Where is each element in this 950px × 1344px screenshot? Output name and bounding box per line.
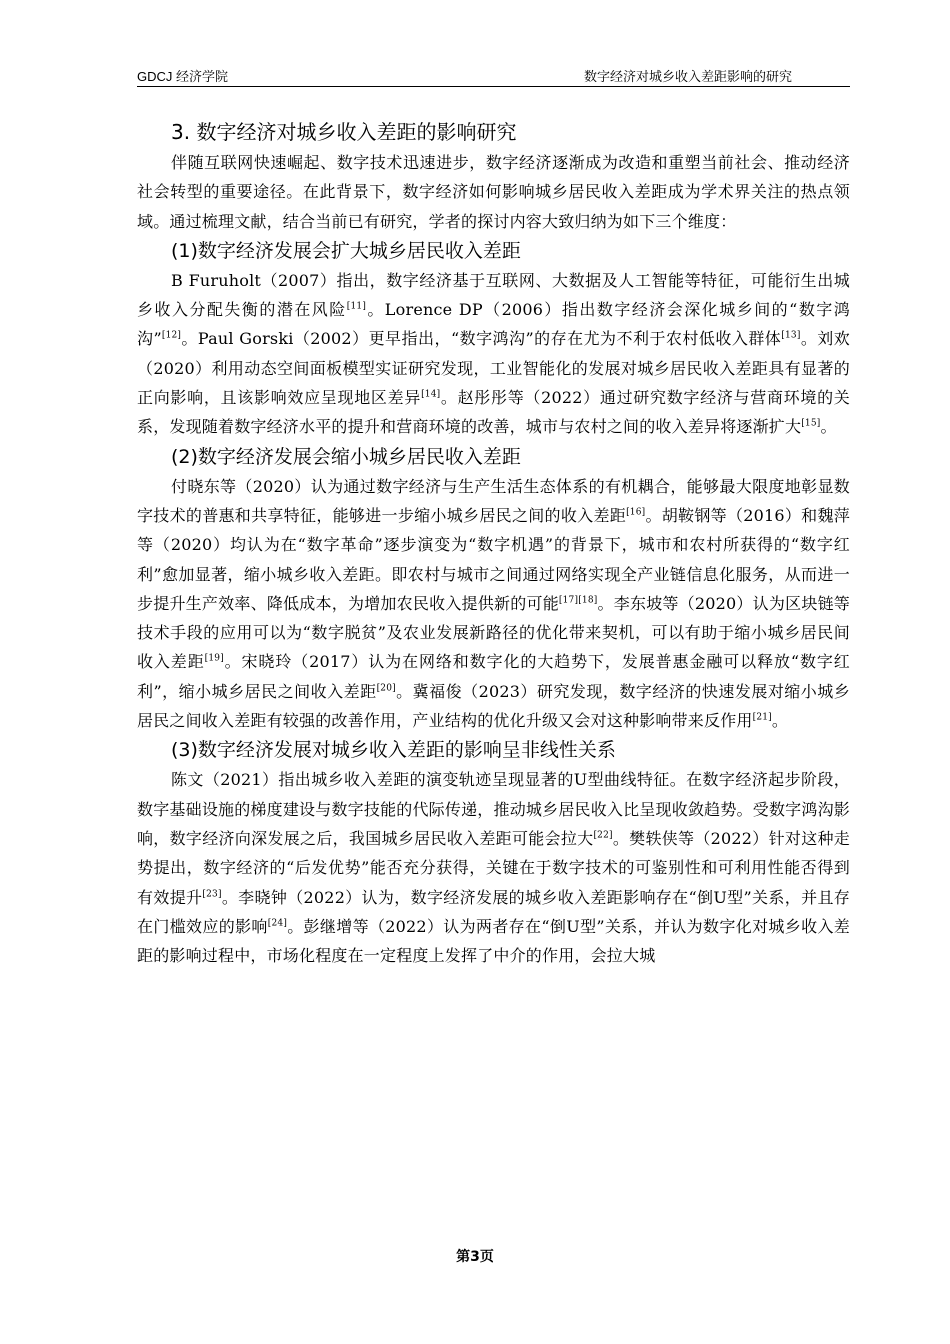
citation: [12] xyxy=(161,331,182,342)
citation: [11] xyxy=(346,301,367,312)
page-body xyxy=(137,116,850,970)
subsection-3-paragraph: 陈文（2021）指出城乡收入差距的演变轨迹呈现显著的U型曲线特征。在数字经济起步阶段，数字基础设施的梯度建设与数字技能的代际传递，推动城乡居民收入比呈现收敛趋势。受数字鸿沟影响，数字经济向深发展之后，我国城乡居民收入差距可能会拉大[22]。樊轶侠等（2022）针对这种走势提出，数字经济的“后发优势”能否充分获得，关键在于数字技术的可鉴别性和可利用性能否得到有效提升[23]。李晓钟（2022）认为，数字经济发展的城乡收入差距影响存在“倒U型”关系，并且存在门槛效应的影响[24]。彭继增等（2022）认为两者存在“倒U型”关系，并认为数字化对城乡收入差距的影响过程中，市场化程度在一定程度上发挥了中介的作用，会拉大城 xyxy=(137,770,850,966)
subsection-1-paragraph: B Furuholt（2007）指出，数字经济基于互联网、大数据及人工智能等特征，可能衍生出城乡收入分配失衡的潜在风险[11]。Lorence DP（2006）指出数字经济会深化城乡间的“数字鸿沟”[12]。Paul Gorski（2002）更早指出，“数字鸿沟”的存在尤为不利于农村低收入群体[13]。刘欢（2020）利用动态空间面板模型实证研究发现，工业智能化的发展对城乡居民收入差距具有显著的正向影响，且该影响效应呈现地区差异[14]。赵彤彤等（2022）通过研究数字经济与营商环境的关系，发现随着数字经济水平的提升和营商环境的改善，城市与农村之间的收入差异将逐渐扩大[15]。 xyxy=(137,270,851,437)
intro-paragraph: 伴随互联网快速崛起、数字技术迅速进步，数字经济逐渐成为改造和重塑当前社会、推动经济社会转型的重要途径。在此背景下，数字经济如何影响城乡居民收入差距成为学术界关注的热点领域。通过梳理文献，结合当前已有研究，学者的探讨内容大致归纳为如下三个维度： xyxy=(137,153,850,231)
citation: [20] xyxy=(376,683,396,694)
citation: [23] xyxy=(202,889,222,900)
citation: [16] xyxy=(626,507,646,518)
citation: [15] xyxy=(801,419,821,430)
citation: [17][18] xyxy=(558,595,598,606)
citation: [21] xyxy=(752,712,772,723)
citation: [24] xyxy=(267,918,288,929)
subsection-2-title: (2)数字经济发展会缩小城乡居民收入差距 xyxy=(171,445,521,468)
citation: [19] xyxy=(204,654,224,665)
header-thesis-title: 数字经济对城乡收入差距影响的研究 xyxy=(583,69,792,84)
citation: [13] xyxy=(781,331,801,342)
citation: [22] xyxy=(593,830,613,841)
header-school: GDCJ 经济学院 xyxy=(137,69,229,84)
page-header xyxy=(137,62,850,87)
subsection-3-title: (3)数字经济发展对城乡收入差距的影响呈非线性关系 xyxy=(171,739,616,762)
page-number: 第3页 xyxy=(456,1249,494,1265)
subsection-2-paragraph: 付晓东等（2020）认为通过数字经济与生产生活生态体系的有机耦合，能够最大限度地彰显数字技术的普惠和共享特征，能够进一步缩小城乡居民之间的收入差距[16]。胡鞍钢等（2016）和魏萍等（2020）均认为在“数字革命”逐步演变为“数字机遇”的背景下，城市和农村所获得的“数字红利”愈加显著，缩小城乡收入差距。即农村与城市之间通过网络实现全产业链信息化服务，从而进一步提升生产效率、降低成本，为增加农民收入提供新的可能[17][18]。李东坡等（2020）认为区块链等技术手段的应用可以为“数字脱贫”及农业发展新路径的优化带来契机，可以有助于缩小城乡居民间收入差距[19]。宋晓玲（2017）认为在网络和数字化的大趋势下，发展普惠金融可以释放“数字红利”，缩小城乡居民之间收入差距[20]。冀福俊（2023）研究发现，数字经济的快速发展对缩小城乡居民之间收入差距有较强的改善作用，产业结构的优化升级又会对这种影响带来反作用[21]。 xyxy=(137,476,850,731)
citation: [14] xyxy=(421,389,441,400)
subsection-1-title: (1)数字经济发展会扩大城乡居民收入差距 xyxy=(171,239,521,262)
section-title: 3. 数字经济对城乡收入差距的影响研究 xyxy=(171,120,517,144)
